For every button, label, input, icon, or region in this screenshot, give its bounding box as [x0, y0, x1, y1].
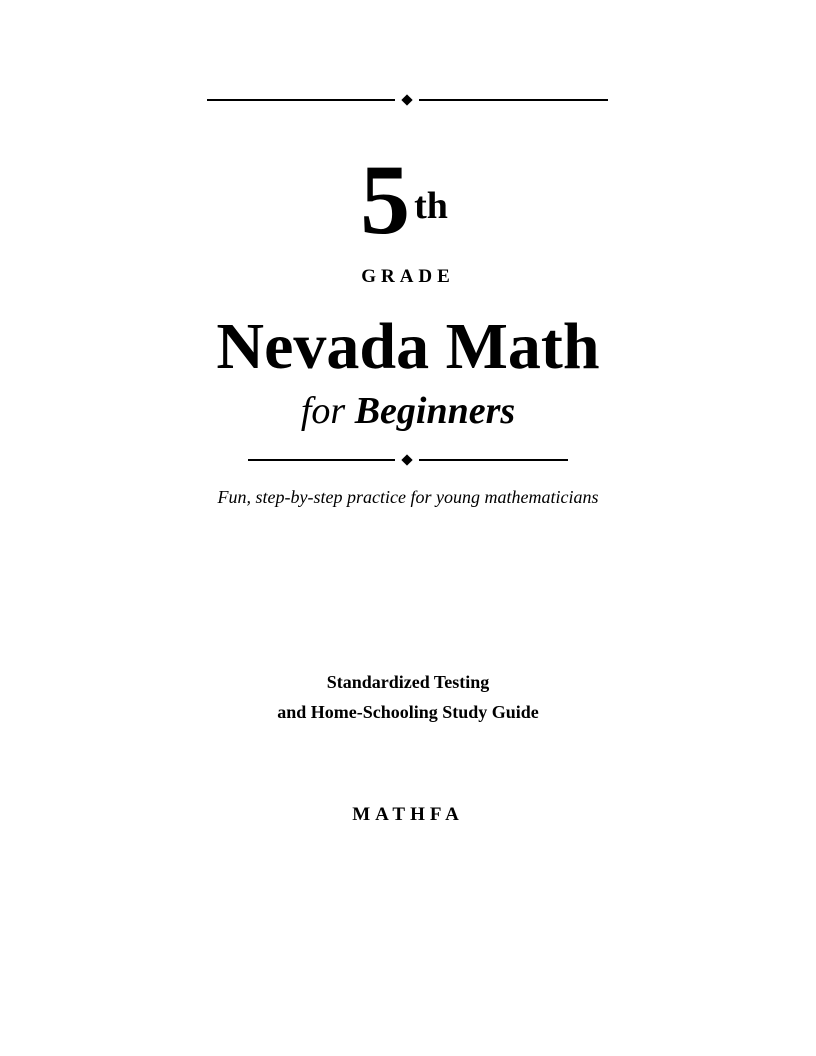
tagline: Fun, step-by-step practice for young mathematicians	[217, 487, 599, 507]
bottom-divider-diamond-icon	[401, 454, 412, 465]
bottom-divider-right-line	[419, 459, 568, 461]
grade-number-suffix: th	[414, 185, 448, 227]
subtitle-for: for	[300, 390, 346, 432]
bottom-divider-left-line	[248, 459, 395, 461]
grade-number	[0, 140, 808, 260]
book-subtitle	[0, 389, 816, 433]
top-divider-right-line	[419, 99, 608, 101]
subtitle-beginners: Beginners	[354, 390, 516, 432]
top-divider-diamond-icon	[401, 94, 412, 105]
grade-number-digit: 5	[360, 144, 411, 255]
publisher-name: MATHFA	[352, 804, 464, 825]
book-title: Nevada Math	[216, 310, 600, 383]
grade-label: GRADE	[361, 266, 455, 287]
top-divider-left-line	[207, 99, 395, 101]
guide-line-2: and Home-Schooling Study Guide	[277, 702, 539, 722]
guide-line-1: Standardized Testing	[326, 672, 490, 692]
